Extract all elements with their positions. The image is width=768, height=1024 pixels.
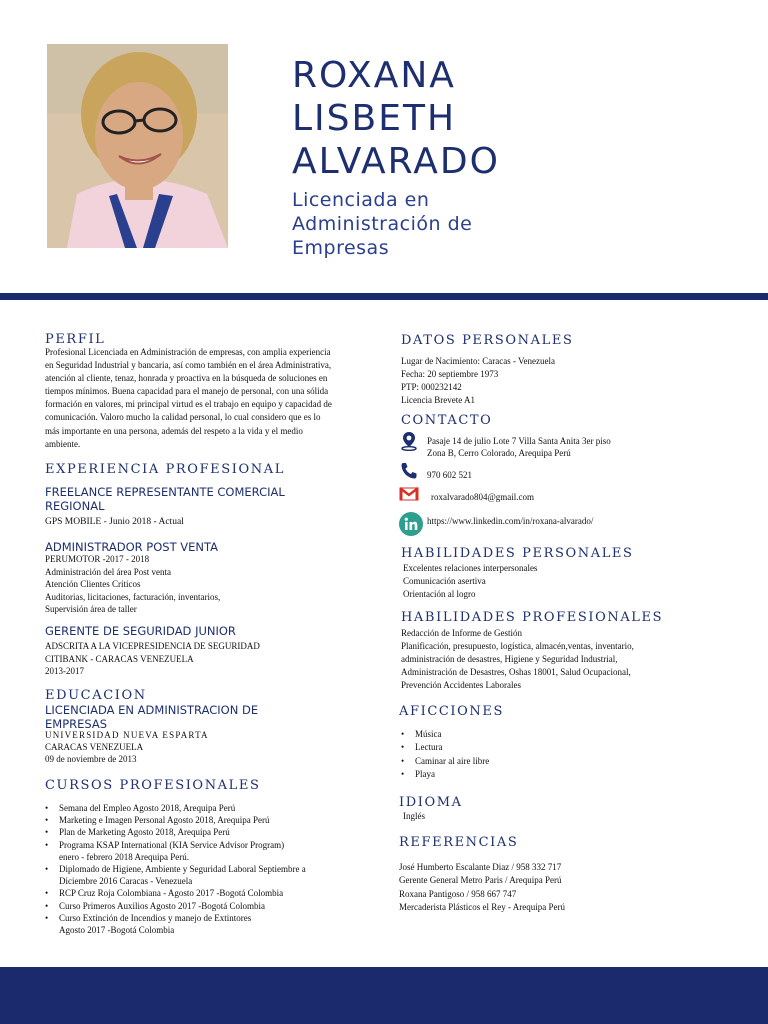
degree-title: LICENCIADA EN ADMINISTRACION DE EMPRESAS	[45, 703, 259, 731]
idioma-value: Inglés	[403, 811, 425, 821]
aficciones-list	[401, 728, 489, 781]
list-item	[45, 826, 306, 838]
job-2-line: Auditorias, licitaciones, facturación, inventarios,	[45, 591, 221, 602]
course-line: • Plan de Marketing Agosto 2018, Arequipa Perú	[59, 827, 230, 838]
course-line: • Semana del Empleo Agosto 2018, Arequipa Perú	[59, 803, 236, 813]
address-line: Pasaje 14 de julio Lote 7 Villa Santa Anita 3er piso	[427, 436, 611, 446]
course-line: • Diplomado de Higiene, Ambiente y Seguridad Laboral Septiembre a	[59, 864, 306, 875]
list-item	[45, 863, 306, 887]
referencias-list	[399, 861, 565, 914]
referencias-heading: REFERENCIAS	[399, 835, 519, 850]
hab-profesionales-list	[401, 627, 634, 692]
list-item	[45, 839, 306, 863]
course-line: • Marketing e Imagen Personal Agosto 2018, Arequipa Perú	[59, 815, 270, 826]
job-3-line: CITIBANK - CARACAS VENEZUELA	[45, 653, 194, 664]
contacto-heading: CONTACTO	[401, 413, 493, 428]
skill-line: Administración de Desastres, Oshas 18001, Salud Ocupacional,	[401, 667, 631, 677]
idioma-heading: IDIOMA	[399, 795, 463, 810]
phone-icon	[400, 462, 420, 482]
datos-line: Lugar de Nacimiento: Caracas - Venezuela	[401, 356, 556, 366]
name-line-2: LISBETH	[292, 98, 457, 139]
contact-linkedin[interactable]: https://www.linkedin.com/in/roxana-alvarado/	[427, 516, 594, 526]
job-3-details	[45, 640, 260, 678]
job-2-details	[45, 553, 220, 616]
skill-line: Prevención Accidentes Laborales	[401, 680, 521, 690]
name-line-3: ALVARADO	[292, 141, 500, 182]
course-line: Diciembre 2016 Caracas - Venezuela	[59, 876, 193, 887]
footer-band	[0, 967, 768, 1024]
job-2-line: Atención Clientes Críticos	[45, 579, 141, 589]
course-line: • RCP Cruz Roja Colombiana - Agosto 2017 -Bogotá Colombia	[59, 888, 284, 899]
school-location: CARACAS VENEZUELA	[45, 742, 144, 752]
course-line: enero - febrero 2018 Arequipa Perú.	[59, 851, 189, 862]
reference-line: Roxana Pantigoso / 958 667 747	[399, 888, 517, 899]
experiencia-heading: EXPERIENCIA PROFESIONAL	[45, 462, 285, 477]
perfil-text: Profesional Licenciada en Administración de empresas, con amplia experiencia en Seguridad Industrial y bancaria, así como también en el área Administrativa, atención al cliente, tenaz, honrada y proactiva en la búsqueda de soluciones en tiempos mínimos. Buena capacidad para el manejo de personal, con una sólida formación en valores, mi principal virtud es el trabajo en equipo y capacidad de comunicación. Valoro mucho la calidad personal, lo cual considero que es lo más importante en una persona, además del respeto a la vida y el medio ambiente.	[45, 347, 332, 449]
list-item	[45, 900, 306, 912]
datos-list	[401, 355, 555, 407]
course-line: • Curso Extinción de Incendios y manejo de Extintores	[59, 912, 252, 923]
course-line: Agosto 2017 -Bogotá Colombia	[59, 925, 175, 936]
gmail-icon	[399, 486, 419, 506]
title-line-1: Licenciada en	[292, 189, 430, 211]
skill-line: administración de desastres, Higiene y Seguridad Industrial,	[401, 654, 618, 664]
linkedin-icon[interactable]	[399, 512, 423, 536]
education-details	[45, 729, 209, 765]
list-item: • Lectura	[401, 741, 489, 754]
skill-line: Orientación al logro	[403, 589, 476, 599]
reference-line: Mercaderista Plásticos el Rey - Arequipa Perú	[399, 901, 565, 912]
list-item: • Playa	[401, 768, 489, 781]
perfil-heading: PERFIL	[45, 332, 106, 347]
name-line-1: ROXANA	[292, 55, 456, 96]
hab-profesionales-heading: HABILIDADES PROFESIONALES	[401, 610, 664, 625]
job-3-line: 2013-2017	[45, 666, 84, 676]
educacion-heading: EDUCACION	[45, 688, 147, 703]
job-2-line: PERUMOTOR -2017 - 2018	[45, 554, 150, 564]
datos-line: PTP: 000232142	[401, 382, 462, 392]
skill-line: Comunicación asertiva	[403, 576, 486, 586]
title-line-3: Empresas	[292, 237, 390, 259]
address-line: Zona B, Cerro Colorado, Arequipa Perú	[427, 447, 571, 458]
job-title-3: GERENTE DE SEGURIDAD JUNIOR	[45, 624, 236, 638]
professional-title	[292, 188, 472, 260]
title-line-2: Administración de	[292, 213, 473, 235]
cursos-list	[45, 802, 306, 936]
header-divider-band	[0, 293, 768, 300]
skill-line: Redacción de Informe de Gestión	[401, 628, 522, 638]
cursos-heading: CURSOS PROFESIONALES	[45, 778, 261, 793]
aficciones-heading: AFICCIONES	[399, 704, 505, 719]
job-3-line: ADSCRITA A LA VICEPRESIDENCIA DE SEGURIDAD	[45, 641, 260, 651]
datos-line: Fecha: 20 septiembre 1973	[401, 369, 499, 379]
candidate-name	[292, 54, 500, 183]
list-item	[45, 912, 306, 936]
reference-line: Gerente General Metro Paris / Arequipa Perú	[399, 875, 562, 886]
contact-email[interactable]: roxalvarado804@gmail.com	[431, 492, 535, 502]
graduation-date: 09 de noviembre de 2013	[45, 754, 137, 764]
skill-line: Excelentes relaciones interpersonales	[403, 563, 538, 573]
datos-line: Licencia Brevete A1	[401, 395, 475, 405]
list-item: • Música	[401, 728, 489, 741]
contact-address	[427, 436, 611, 459]
profile-photo	[47, 44, 228, 248]
job-2-line: Administración del área Post venta	[45, 566, 171, 577]
location-pin-icon	[399, 431, 419, 451]
hab-personales-heading: HABILIDADES PERSONALES	[401, 546, 634, 561]
hab-personales-list	[403, 562, 537, 601]
job-title-2: ADMINISTRADOR POST VENTA	[45, 540, 218, 554]
skill-line: Planificación, presupuesto, logística, almacén,ventas, inventario,	[401, 641, 634, 651]
list-item: • Caminar al aire libre	[401, 755, 489, 768]
reference-line: José Humberto Escalante Diaz / 958 332 717	[399, 862, 562, 872]
contact-phone[interactable]: 970 602 521	[427, 470, 472, 480]
job-title-1: FREELANCE REPRESENTANTE COMERCIAL REGIONAL	[45, 485, 285, 513]
list-item	[45, 814, 306, 826]
job-2-line: Supervisión área de taller	[45, 604, 137, 614]
list-item	[45, 802, 306, 814]
datos-heading: DATOS PERSONALES	[401, 333, 574, 348]
job-1-details	[45, 516, 184, 529]
course-line: • Programa KSAP International (KIA Service Advisor Program)	[59, 839, 285, 850]
school-name: UNIVERSIDAD NUEVA ESPARTA	[45, 730, 209, 740]
course-line: • Curso Primeros Auxilios Agosto 2017 -Bogotá Colombia	[59, 900, 266, 911]
job-1-line: GPS MOBILE - Junio 2018 - Actual	[45, 517, 184, 527]
list-item	[45, 887, 306, 899]
